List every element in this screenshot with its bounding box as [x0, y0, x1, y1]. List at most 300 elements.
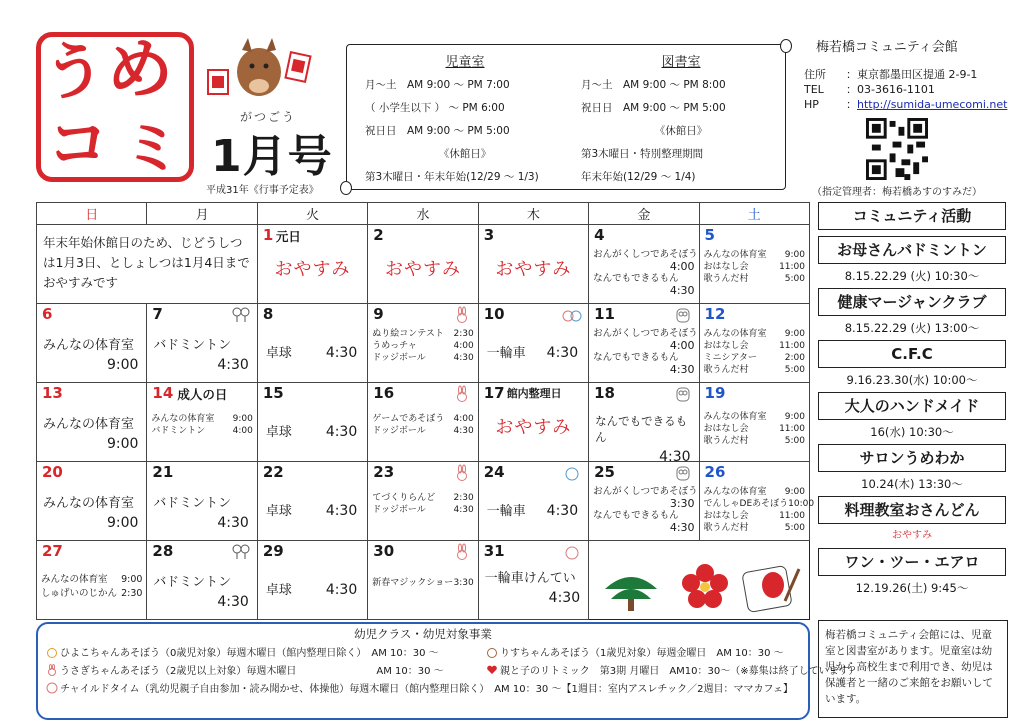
activity-name: バドミントン — [153, 338, 232, 353]
activity-time: 4:00 — [669, 339, 695, 352]
activity-row — [704, 273, 805, 285]
day-activity — [487, 342, 578, 361]
day-number: 30 — [373, 542, 395, 560]
year-end-notice: 年末年始休館日のため、じどうしつは1月3日、としょしつは1月4日までおやすみです — [43, 235, 250, 290]
activity-time: 9:00 — [106, 515, 139, 531]
activity-row — [704, 364, 805, 376]
day-activities — [703, 486, 815, 534]
day-activity — [153, 571, 248, 610]
class-row — [486, 662, 859, 677]
logo-char-ko: コ — [47, 107, 110, 180]
day-number: 12 — [704, 305, 726, 323]
day-cell-22 — [257, 462, 367, 541]
facility-manager: （指定管理者：梅若橋あすのすみだ） — [812, 187, 982, 198]
day-cell-9 — [368, 304, 478, 383]
baby-face-icon — [562, 465, 582, 481]
calendar-week-4 — [37, 462, 810, 541]
activity-name: バドミントン — [153, 575, 232, 590]
calendar-week-3 — [37, 383, 810, 462]
activity-time: 4:30 — [453, 505, 474, 515]
scroll-curl-icon — [780, 39, 792, 53]
library-closed-label: 《休館日》 — [654, 125, 708, 137]
day-activity — [266, 342, 357, 361]
day-cell-17 — [478, 383, 588, 462]
weekday-fri: 金 — [589, 203, 699, 225]
infant-classes-title: 幼児クラス・幼児対象事業 — [354, 627, 492, 641]
daruma-icon — [742, 565, 799, 612]
day-activities — [593, 486, 698, 534]
activity-name: おんがくしつであそぼう — [593, 249, 698, 260]
day-number: 8 — [262, 305, 274, 323]
activity-time: 3:30 — [453, 578, 474, 588]
activity-row — [372, 340, 473, 352]
day-number: 2 — [373, 226, 384, 244]
issue-reading: がつごう — [240, 110, 297, 124]
day-cell-19 — [699, 383, 809, 462]
activity-time: 4:30 — [325, 503, 358, 519]
plum-blossom-icon — [682, 564, 728, 608]
activity-name: でんしゃDEあそぼう — [703, 499, 789, 509]
logo-char-u: う — [43, 35, 106, 108]
kids-room-hours — [365, 51, 565, 189]
activity-time: 9:00 — [784, 250, 805, 260]
day-activities — [372, 577, 473, 589]
day-cell-13 — [37, 383, 147, 462]
day-cell-18 — [589, 383, 699, 465]
activity-row — [704, 340, 805, 352]
day-activity — [153, 492, 248, 531]
activity-name: 一輪車 — [486, 504, 526, 519]
baby-face-icon — [46, 682, 58, 694]
calendar-week-2 — [37, 304, 810, 383]
activity-name: なんでもできるもん — [593, 273, 679, 284]
library-title: 図書室 — [661, 55, 701, 70]
activity-row — [704, 522, 805, 534]
day-number: 25 — [594, 463, 615, 481]
activity-row — [372, 328, 473, 340]
day-cell-8 — [257, 304, 367, 383]
activity-schedule: 9.16.23.30(水) 10:00～ — [846, 373, 978, 387]
activity-time: 4:00 — [453, 414, 474, 424]
squirrel-icon — [486, 646, 498, 658]
day-number: 23 — [373, 463, 395, 481]
day-cell-10 — [478, 304, 588, 383]
day-activities — [372, 413, 473, 437]
class-info: チャイルドタイム（乳幼児親子自由参加・読み聞かせ、体操他）毎週木曜日（館内整理日除く） AM 10：30 ～【1週目：室内アスレチック／2週目：ママカフェ】 — [60, 684, 793, 695]
activity-row — [151, 413, 252, 425]
kids-hours-row: （ 小学生以下 ） ～ PM 6:00 — [365, 102, 505, 114]
weekday-sat: 土 — [699, 203, 809, 225]
activity-time: 4:30 — [453, 353, 474, 363]
activity-time: 4:30 — [546, 345, 579, 361]
activity-time: 9:00 — [106, 436, 139, 452]
closed-label: おやすみ — [274, 259, 351, 280]
activity-name: 卓球 — [265, 346, 292, 361]
scroll-curl-icon — [340, 181, 352, 195]
facility-name: 梅若橋コミュニティ会館 — [816, 40, 958, 55]
activity-time: 4:30 — [669, 363, 695, 376]
hp-row — [804, 97, 1014, 112]
activity-row — [703, 498, 815, 510]
day-cell-14 — [147, 383, 257, 462]
activity-time: 4:30 — [325, 582, 358, 598]
activity-row — [151, 425, 252, 437]
day-number: 3 — [483, 226, 495, 244]
day-cell-7 — [147, 304, 257, 383]
activity-time: 9:00 — [784, 412, 805, 422]
activity-name: 一輪車けんてい — [484, 571, 576, 586]
library-hours — [581, 51, 781, 189]
day-activities — [372, 328, 473, 364]
closed-label: おやすみ — [384, 259, 461, 280]
day-activities — [593, 249, 698, 297]
activity-name: 歌うんだ村 — [703, 436, 749, 446]
class-row — [486, 644, 784, 659]
chick-icon — [46, 646, 58, 658]
activity-name: みんなの体育室 — [703, 487, 767, 497]
activity-time: 2:30 — [453, 493, 474, 503]
activity-name: みんなの体育室 — [43, 338, 135, 353]
day-number: 28 — [152, 542, 174, 560]
activity-name: ゲームであそぼう — [372, 414, 445, 424]
day-cell-16 — [368, 383, 478, 462]
activity-name: 卓球 — [265, 504, 292, 519]
activity-name: ミニシアター — [703, 353, 757, 363]
weekday-thu: 木 — [478, 203, 588, 225]
class-info: うさぎちゃんあそぼう（2歳児以上対象）毎週木曜日 AM 10：30 ～ — [60, 666, 444, 677]
weekday-mon: 月 — [147, 203, 257, 225]
address-value: ：東京都墨田区提通 2-9-1 — [846, 68, 978, 81]
activity-row — [704, 249, 805, 261]
day-number: 17 — [483, 384, 505, 402]
day-activities — [41, 573, 142, 601]
activity-schedule: 8.15.22.29 (火) 13:00～ — [844, 321, 980, 335]
activity-name: みんなの体育室 — [703, 329, 767, 339]
day-cell-24 — [478, 462, 588, 541]
day-activity — [43, 334, 138, 373]
new-year-decoration-icon — [595, 551, 805, 617]
tel-label: TEL — [804, 83, 824, 96]
activity-time: 5:00 — [784, 365, 805, 375]
facility-note: 梅若橋コミュニティ会館には、児童室と図書室があります。児童室は幼児から高校生まで利用でき、幼児は保護者と一緒のご来館をお願いしています。 — [818, 620, 1008, 718]
day-cell-21 — [147, 462, 257, 541]
activity-name: みんなの体育室 — [43, 417, 135, 432]
activity-title: サロンうめわか — [818, 444, 1006, 472]
holiday-name: 成人の日 — [177, 387, 228, 402]
activity-row — [704, 423, 805, 435]
class-row — [46, 644, 439, 659]
day-number: 24 — [483, 463, 505, 481]
activity-row — [704, 261, 805, 273]
day-number: 18 — [594, 384, 615, 402]
activity-row — [372, 425, 473, 437]
day-activity — [266, 421, 357, 440]
day-activities — [704, 249, 805, 285]
pine-icon — [605, 577, 657, 611]
activity-name: うめっチャ — [372, 341, 417, 351]
activity-name: バドミントン — [153, 496, 232, 511]
day-number: 27 — [42, 542, 63, 560]
homepage-link[interactable]: http://sumida-umecomi.net — [857, 98, 1008, 111]
day-cell-3 — [478, 225, 588, 304]
activity-title: C.F.C — [818, 340, 1006, 368]
activity-time: 9:00 — [121, 574, 143, 585]
activity-name: ドッジボール — [372, 505, 426, 515]
activity-name: おはなし会 — [703, 341, 749, 351]
day-number: 1 — [262, 226, 274, 244]
day-number: 21 — [152, 463, 174, 481]
address-label: 住所 — [804, 68, 826, 81]
activity-name: おはなし会 — [703, 424, 749, 434]
rabbit-icon — [452, 307, 472, 323]
activity-time: 4:30 — [548, 590, 581, 606]
activity-time: 4:30 — [217, 357, 249, 373]
activity-name: みんなの体育室 — [703, 250, 767, 260]
kids-closed-label: 《休館日》 — [438, 148, 492, 160]
activity-time: 9:00 — [232, 414, 253, 424]
rabbit-icon — [452, 544, 472, 560]
day-cell-28 — [147, 541, 257, 620]
kids-hours-row: 祝日日 AM 9:00 ～ PM 5:00 — [365, 125, 510, 137]
day-number: 10 — [483, 305, 505, 323]
boar-mascot-icon — [204, 30, 314, 110]
activity-title: 料理教室おさんどん — [818, 496, 1006, 524]
activity-name: てづくりらんど — [372, 493, 436, 503]
day-number: 15 — [262, 384, 284, 402]
day-cell-2 — [368, 225, 478, 304]
maracas-icon — [231, 544, 251, 560]
day-cell-23 — [368, 462, 478, 541]
activity-schedule: 10.24(木) 13:30～ — [861, 477, 963, 491]
activity-time: 11:00 — [779, 341, 805, 351]
baby-faces-icon — [562, 307, 582, 323]
activity-row — [704, 328, 805, 340]
year-end-notice-cell — [37, 225, 258, 304]
weekday-header-row — [37, 203, 810, 225]
activity-time: 2:30 — [453, 329, 474, 339]
activity-name: おはなし会 — [703, 511, 749, 521]
activity-name: みんなの体育室 — [43, 496, 135, 511]
holiday-name: 元日 — [275, 229, 301, 244]
calendar-week-1 — [37, 225, 810, 304]
library-closed-new-year: 年末年始(12/29 ～ 1/4) — [581, 171, 696, 183]
weekday-tue: 火 — [257, 203, 367, 225]
activity-title: ワン・ツー・エアロ — [818, 548, 1006, 576]
rabbit-icon — [46, 664, 58, 676]
activity-name: 卓球 — [265, 425, 292, 440]
activity-row — [704, 352, 805, 364]
new-year-decoration-cell — [589, 541, 810, 620]
activity-time: 2:00 — [784, 353, 805, 363]
day-number: 16 — [373, 384, 395, 402]
activity-time: 11:00 — [779, 424, 805, 434]
activity-name: みんなの体育室 — [41, 574, 108, 585]
day-cell-31 — [478, 541, 588, 620]
day-number: 20 — [42, 463, 63, 481]
class-info: りすちゃんあそぼう（1歳児対象）毎週金曜日 AM 10：30 ～ — [500, 648, 784, 659]
activity-row — [704, 510, 805, 522]
rabbit-icon — [452, 465, 472, 481]
day-activity — [43, 413, 138, 452]
baby-face-icon — [562, 544, 582, 560]
activity-time: 4:30 — [453, 426, 474, 436]
activity-row — [372, 413, 473, 425]
address-row — [804, 67, 1014, 82]
day-cell-27 — [37, 541, 147, 620]
day-cell-12 — [699, 304, 809, 383]
activity-name: 一輪車 — [486, 346, 526, 361]
activity-time: 4:30 — [669, 284, 695, 297]
calendar-week-5 — [37, 541, 810, 620]
facility-info — [804, 36, 1014, 112]
activity-name: 新春マジックショー — [372, 578, 454, 588]
day-number: 7 — [152, 305, 163, 323]
owl-icon — [673, 307, 693, 323]
rabbit-icon — [452, 386, 472, 402]
activity-time: 5:00 — [784, 274, 805, 284]
activity-title: 健康マージャンクラブ — [818, 288, 1006, 316]
activity-name: なんでもできるもん — [593, 352, 679, 363]
activity-time: 4:00 — [669, 260, 695, 273]
activity-row — [704, 435, 805, 447]
activity-title: お母さんバドミントン — [818, 236, 1006, 264]
class-info: 親と子のリトミック 第3期 月曜日 AM10：30～（※募集は終了しています） — [500, 666, 859, 677]
day-cell-26 — [699, 462, 815, 541]
activity-row — [372, 492, 473, 504]
activity-name: ドッジボール — [372, 426, 426, 436]
day-cell-30 — [368, 541, 478, 620]
qr-code-icon — [866, 118, 928, 180]
activity-name: 歌うんだ村 — [703, 523, 749, 533]
activity-time: 4:30 — [546, 503, 579, 519]
class-info: ひよこちゃんあそぼう（0歳児対象）毎週木曜日（館内整理日除く） AM 10：30 ～ — [60, 648, 439, 659]
january-calendar — [36, 202, 815, 620]
day-cell-6 — [37, 304, 147, 383]
day-cell-5 — [699, 225, 809, 304]
opening-hours-panel — [346, 44, 786, 190]
day-activity — [266, 500, 357, 519]
activity-time: 9:00 — [784, 487, 805, 497]
day-cell-1 — [257, 225, 367, 304]
activity-time: 4:30 — [325, 345, 358, 361]
activity-time: 2:30 — [121, 588, 143, 599]
tel-value: ：03-3616-1101 — [846, 83, 935, 96]
activity-name: 歌うんだ村 — [703, 274, 749, 284]
activity-time: 4:00 — [453, 341, 474, 351]
activity-time: 10:00 — [788, 499, 815, 509]
activity-name: 歌うんだ村 — [703, 365, 749, 375]
activity-row — [372, 577, 473, 589]
day-activities — [372, 492, 473, 516]
activity-name: なんでもできるもん — [593, 510, 679, 521]
activity-schedule: おやすみ — [892, 530, 932, 541]
activity-time: 11:00 — [779, 262, 805, 272]
activity-name: バドミントン — [151, 426, 206, 436]
activity-schedule: 16(水) 10:30～ — [870, 425, 954, 439]
class-row — [46, 680, 793, 695]
day-number: 22 — [262, 463, 284, 481]
tel-row — [804, 82, 1014, 97]
day-cell-29 — [257, 541, 367, 620]
kids-hours-row: 月～土 AM 9:00 ～ PM 7:00 — [365, 79, 510, 91]
owl-icon — [673, 465, 693, 481]
day-number: 26 — [704, 463, 726, 481]
activity-name: おんがくしつであそぼう — [593, 486, 698, 497]
day-number: 13 — [42, 384, 63, 402]
day-number: 9 — [373, 305, 384, 323]
activity-name: みんなの体育室 — [151, 414, 215, 424]
maintenance-day-label: 館内整理日 — [506, 387, 562, 400]
day-cell-20 — [37, 462, 147, 541]
day-number: 29 — [262, 542, 284, 560]
activity-schedule: 8.15.22.29 (火) 10:30～ — [844, 269, 980, 283]
activity-row — [41, 587, 142, 601]
activity-name: しゅげいのじかん — [41, 588, 118, 599]
activity-name: 卓球 — [265, 583, 292, 598]
kids-closed-days: 第3木曜日・年末年始(12/29 ～ 1/3) — [365, 171, 539, 183]
activity-row — [41, 573, 142, 587]
umecomi-logo — [36, 32, 194, 182]
community-activities — [818, 202, 1006, 600]
maracas-icon — [231, 307, 251, 323]
day-cell-4 — [589, 225, 699, 304]
day-activity — [153, 334, 248, 373]
day-number: 11 — [594, 305, 615, 323]
library-hours-row: 月～土 AM 9:00 ～ PM 8:00 — [581, 79, 726, 91]
activity-time: 3:30 — [669, 497, 695, 510]
activity-time: 11:00 — [779, 511, 805, 521]
activity-time: 9:00 — [784, 329, 805, 339]
activity-name: ドッジボール — [372, 353, 426, 363]
activity-name: みんなの体育室 — [703, 412, 767, 422]
day-activity — [43, 492, 138, 531]
activity-name: ぬり絵コンテスト — [372, 329, 444, 339]
day-number: 19 — [704, 384, 726, 402]
community-header: コミュニティ活動 — [818, 202, 1006, 230]
activity-time: 5:00 — [784, 436, 805, 446]
activity-name: おはなし会 — [703, 262, 749, 272]
day-number: 5 — [704, 226, 715, 244]
library-hours-row: 祝日日 AM 9:00 ～ PM 5:00 — [581, 102, 726, 114]
hp-separator: ： — [846, 98, 857, 111]
activity-time: 9:00 — [106, 357, 139, 373]
issue-title: 1月号 — [211, 131, 333, 182]
day-number: 14 — [152, 384, 174, 402]
closed-label: おやすみ — [495, 417, 572, 438]
day-activity — [485, 567, 580, 606]
day-activity — [266, 579, 357, 598]
logo-char-mi: ミ — [123, 114, 182, 182]
day-activity — [595, 413, 690, 465]
weekday-sun: 日 — [37, 203, 147, 225]
day-activities — [704, 328, 805, 376]
activity-time: 4:30 — [659, 449, 691, 465]
day-number: 6 — [42, 305, 53, 323]
day-number: 4 — [594, 226, 605, 244]
day-activity — [487, 500, 578, 519]
activity-time: 4:30 — [669, 521, 695, 534]
owl-icon — [673, 386, 693, 402]
activity-row — [372, 352, 473, 364]
kids-room-title: 児童室 — [445, 55, 485, 70]
day-cell-25 — [589, 462, 699, 541]
activity-time: 4:00 — [232, 426, 253, 436]
activity-row — [704, 486, 805, 498]
class-row — [46, 662, 444, 677]
hp-label: HP — [804, 98, 819, 111]
day-activities — [704, 411, 805, 447]
day-activities — [593, 328, 698, 376]
